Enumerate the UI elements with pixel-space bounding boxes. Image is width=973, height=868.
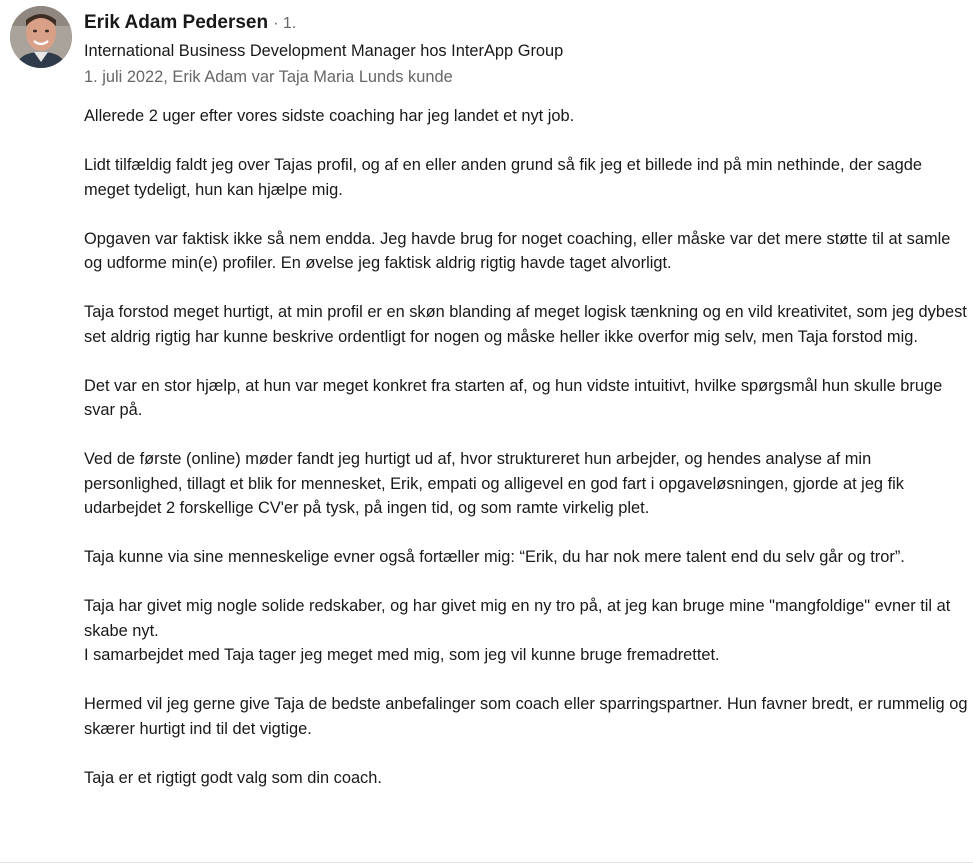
paragraph: Hermed vil jeg gerne give Taja de bedste anbefalinger som coach eller sparringspartner. Hun favner bredt, er rummelig og skærer hurtigt ind til det vigtige. bbox=[84, 695, 968, 738]
paragraph: Taja har givet mig nogle solide redskaber, og har givet mig en ny tro på, at jeg kan bruge mine "mangfoldige" evner til at skabe nyt. I samarbejdet med Taja tager jeg meget med mig, som jeg vil kunne bruge fremadrettet. bbox=[84, 597, 951, 664]
paragraph: Opgaven var faktisk ikke så nem endda. Jeg havde brug for noget coaching, eller måske var det mere støtte til at samle og udforme min(e) profiler. En øvelse jeg faktisk aldrig rigtig havde taget alvorligt. bbox=[84, 229, 951, 272]
paragraph: Taja er et rigtigt godt valg som din coach. bbox=[84, 768, 382, 787]
paragraph: Taja forstod meget hurtigt, at min profil er en skøn blanding af meget logisk tænkning og en vild kreativitet, som jeg dybest set aldrig rigtig har kunne beskrive ordentligt for nogen og måske heller ikke overfor mig selv, men Taja forstod mig. bbox=[84, 303, 967, 346]
author-header bbox=[84, 8, 963, 90]
profile-photo-icon bbox=[10, 6, 72, 68]
author-headline: International Business Development Manager hos InterApp Group bbox=[84, 42, 564, 60]
author-avatar[interactable] bbox=[10, 6, 72, 68]
paragraph: Ved de første (online) møder fandt jeg hurtigt ud af, hvor struktureret hun arbejder, og hendes analyse af min personlighed, tillagt et blik for mennesket, Erik, empati og alligevel en god fart i opgaveløsningen, gjorde at jeg fik udarbejdet 2 forskellige CV'er på tysk, på ingen tid, og som ramte virkelig plet. bbox=[84, 450, 904, 517]
paragraph: Lidt tilfældig faldt jeg over Tajas profil, og af en eller anden grund så fik jeg et billede ind på min nethinde, der sagde meget tydeligt, hun kan hjælpe mig. bbox=[84, 156, 922, 199]
recommendation-meta: 1. juli 2022, Erik Adam var Taja Maria Lunds kunde bbox=[84, 68, 453, 86]
divider bbox=[0, 862, 973, 863]
paragraph: Det var en stor hjælp, at hun var meget konkret fra starten af, og hun vidste intuitivt, hvilke spørgsmål hun skulle bruge svar på. bbox=[84, 376, 943, 419]
recommendation-text bbox=[84, 104, 969, 815]
connection-degree: · 1. bbox=[273, 15, 297, 32]
paragraph: Taja kunne via sine menneskelige evner også fortæller mig: “Erik, du har nok mere talent end du selv går og tror”. bbox=[84, 548, 905, 566]
paragraph: Allerede 2 uger efter vores sidste coaching har jeg landet et nyt job. bbox=[84, 107, 575, 125]
author-name[interactable]: Erik Adam Pedersen bbox=[84, 12, 269, 33]
author-name-line bbox=[84, 8, 963, 38]
